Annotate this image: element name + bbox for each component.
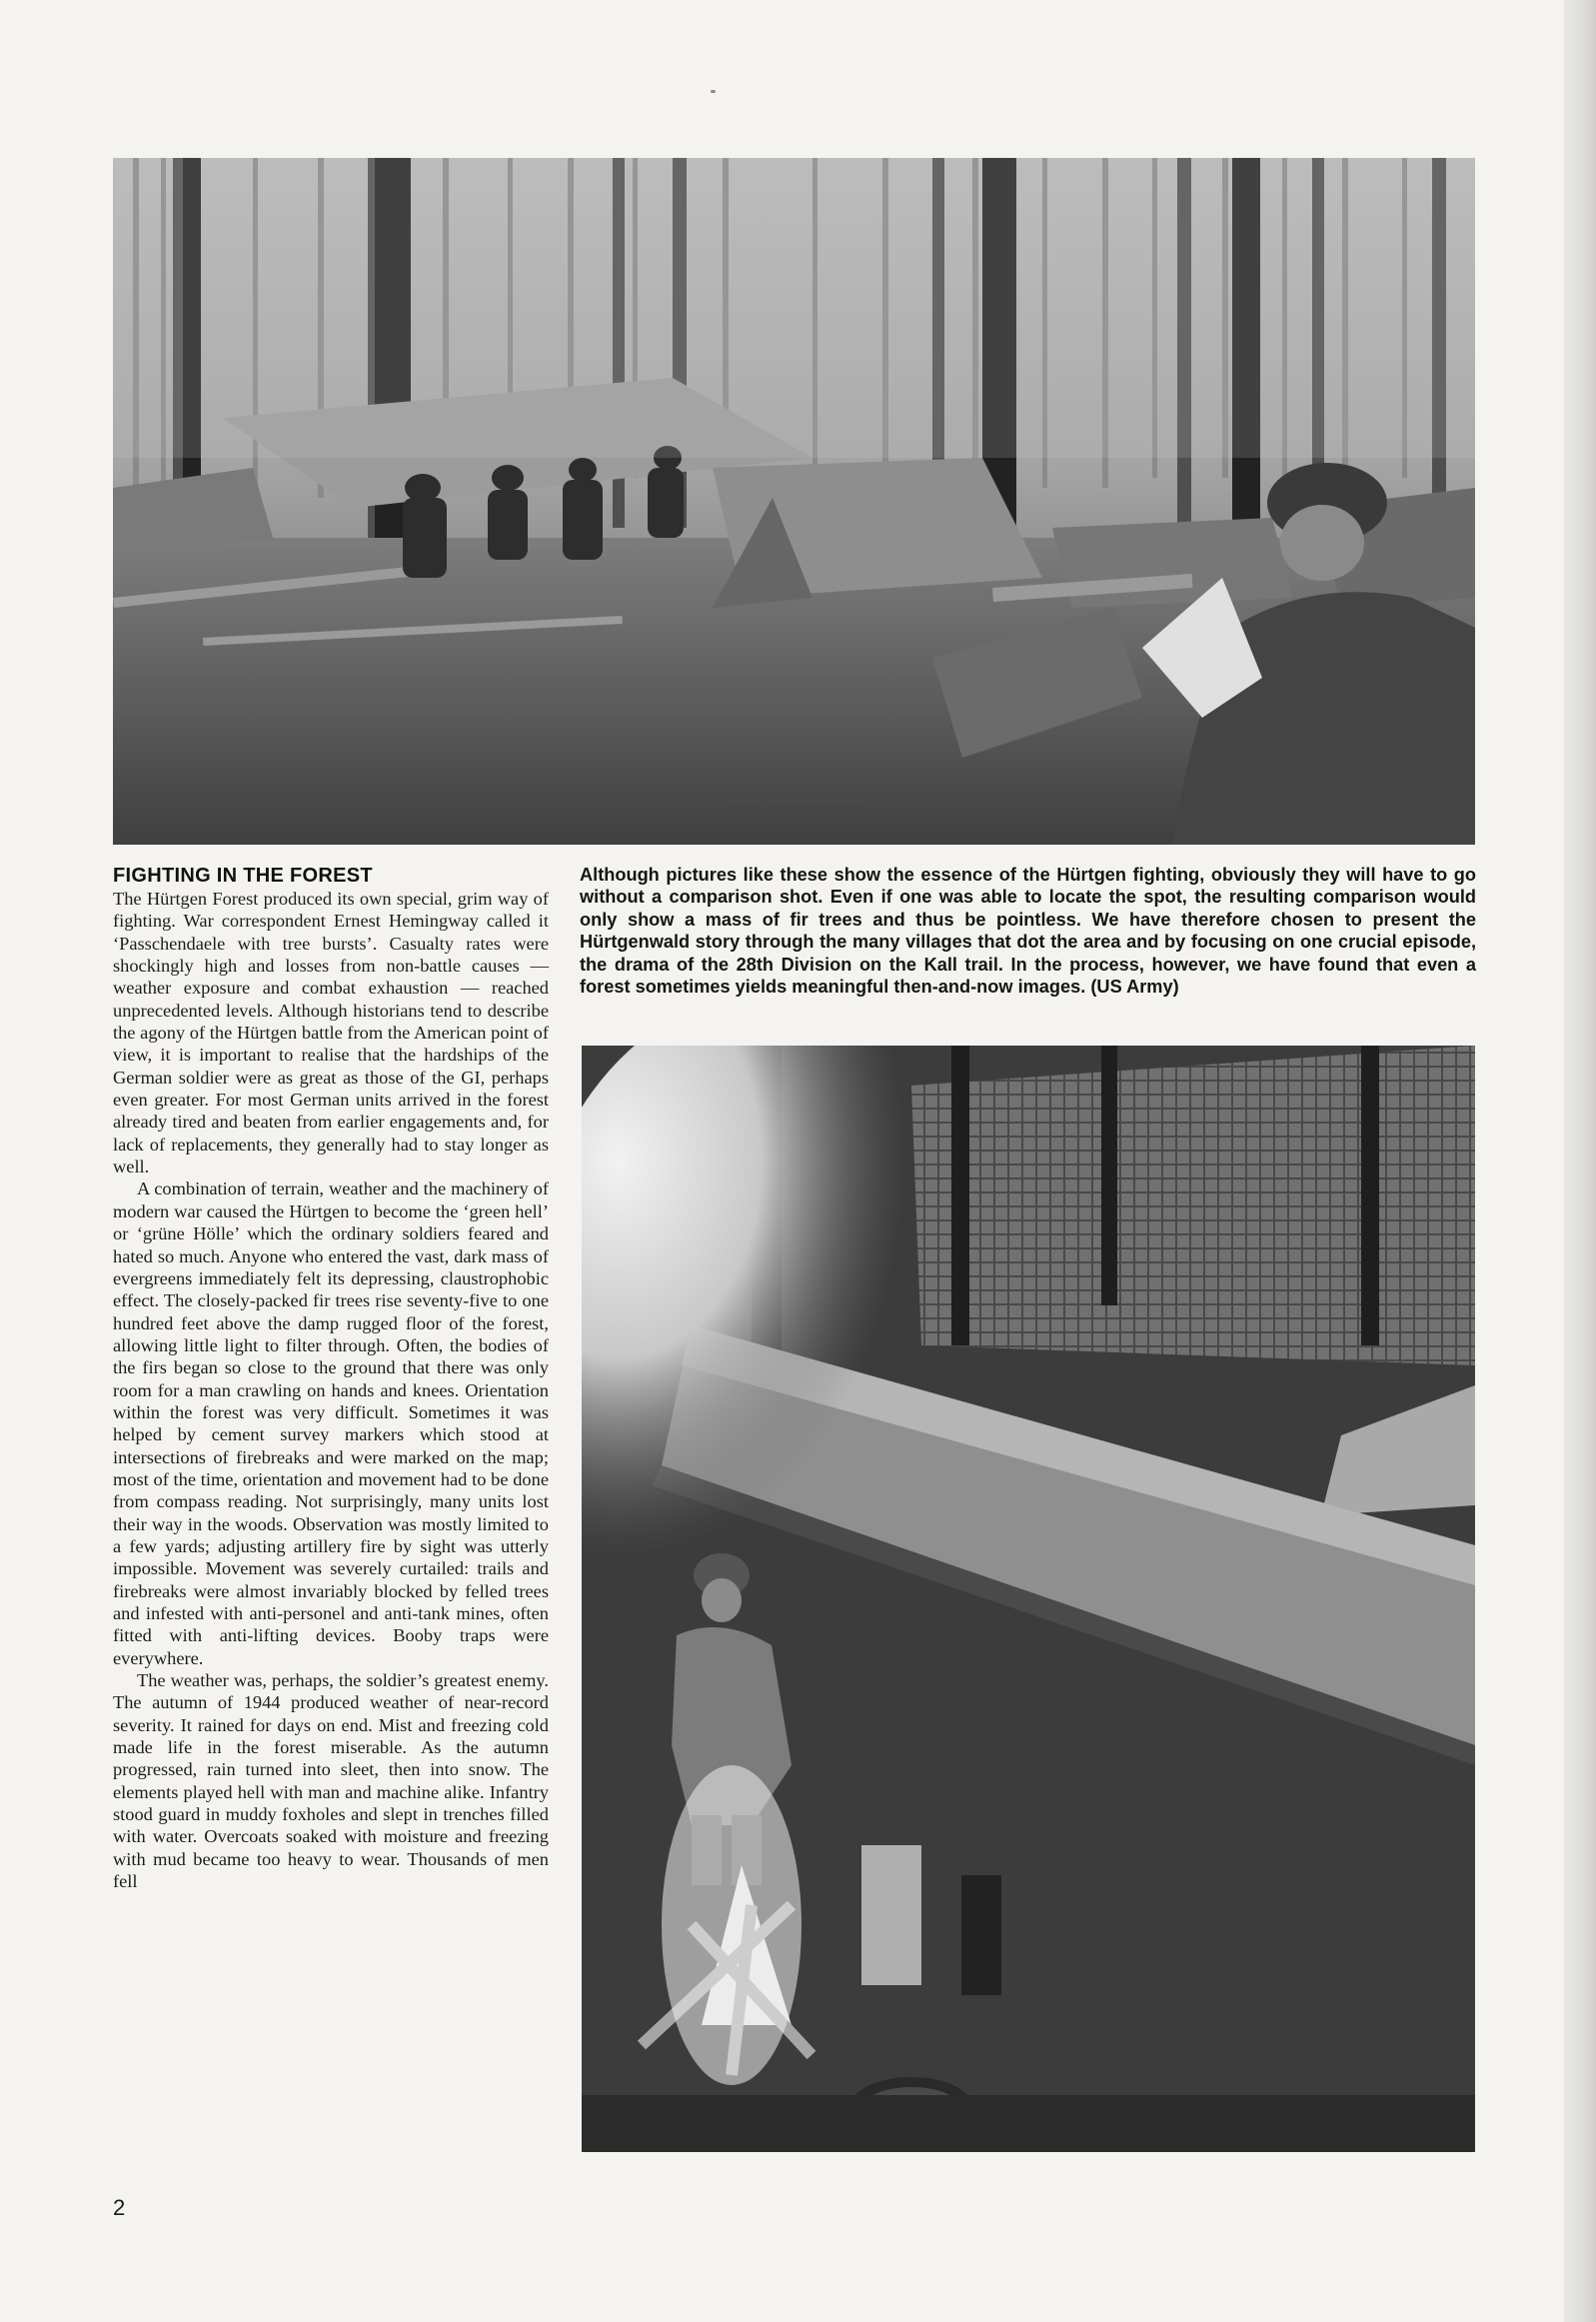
article-paragraph-1: The Hürtgen Forest produced its own special, grim way of fighting. War correspondent Ernest Hemingway called it ‘Passchendaele with tree bursts’. Casualty rates were shockingly high and losses from non-battle causes — weather exposure and combat exhaustion — reached unprecedented levels. Although historians tend to describe the agony of the Hürtgen battle from the American point of view, it is important to realise that the hardships of the German soldier were as great as those of the GI, perhaps even greater. For most German units arrived in the forest already tired and beaten from earlier engagements and, for lack of replacements, they generally had to stay longer as well. [113, 889, 549, 1177]
article-paragraph-3: The weather was, perhaps, the soldier’s greatest enemy. The autumn of 1944 produced weather of near-record severity. It rained for days on end. Mist and freezing cold made life in the forest miserable. As the autumn progressed, rain turned into sleet, then into snow. The elements played hell with man and machine alike. Infantry stood guard in muddy foxholes and slept in trenches filled with water. Overcoats soaked with moisture and freezing with mud became too heavy to wear. Thousands of men fell [113, 1670, 549, 1892]
page-edge-shadow [1564, 0, 1596, 2322]
article-body [113, 888, 549, 1892]
article-paragraph-2: A combination of terrain, weather and the machinery of modern war caused the Hürtgen to become the ‘green hell’ or ‘grüne Hölle’ which the ordinary soldiers feared and hated so much. Anyone who entered the vast, dark mass of evergreens immediately felt its depressing, claustrophobic effect. The closely-packed fir trees rise seventy-five to one hundred feet above the damp rugged floor of the forest, allowing little light to filter through. Often, the bodies of the firs began so close to the ground that there was only room for a man crawling on hands and knees. Orientation within the forest was very difficult. Sometimes it was helped by cement survey markers which stood at intersections of firebreaks and were marked on the map; most of the time, orientation and movement had to be done from compass reading. Not surprisingly, many units lost their way in the woods. Observation was mostly limited to a few yards; adjusting artillery fire by sight was utterly impossible. Movement was severely curtailed: trails and firebreaks were almost invariably blocked by felled trees and infested with anti-personel and anti-tank mines, often fitted with anti-lifting devices. Booby traps were everywhere. [113, 1178, 549, 1668]
paper-speck [711, 90, 716, 93]
campfire-soldier-photo [582, 1046, 1475, 2152]
forest-camp-photo [113, 158, 1475, 845]
forest-camp-illustration [113, 158, 1475, 845]
article-heading: FIGHTING IN THE FOREST [113, 865, 373, 887]
campfire-soldier-illustration [582, 1046, 1475, 2152]
photo-caption: Although pictures like these show the essence of the Hürtgen fighting, obviously they will have to go without a comparison shot. Even if one was able to locate the spot, the resulting comparison would only show a mass of fir trees and thus be pointless. We have therefore chosen to present the Hürtgenwald story through the many villages that dot the area and by focusing on one crucial episode, the drama of the 28th Division on the Kall trail. In the process, however, we have found that even a forest sometimes yields meaningful then-and-now images. (US Army) [580, 865, 1476, 998]
page-number: 2 [113, 2195, 126, 2220]
